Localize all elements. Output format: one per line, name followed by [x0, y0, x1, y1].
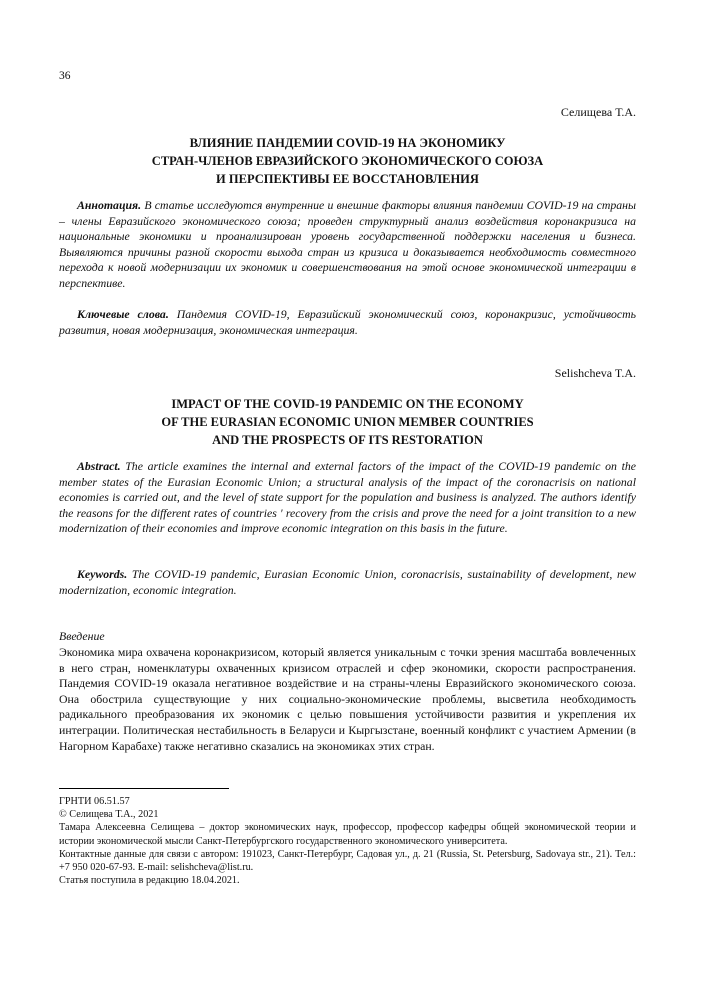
abstract-ru-text: В статье исследуются внутренние и внешние факторы влияния пандемии COVID-19 на страны – члены Евразийского экономического союза; проведен структурный анализ воздействия коронакризиса на национальные экономики и проанализирован уровень государственной поддержки населения и бизнеса. Выявляются причины разной скорости выхода стран из кризиса и доказывается необходимость совместного перехода к новой модернизации их экономик и совершенствования на этой основе экономической интеграции в перспективе. — [59, 198, 636, 290]
footnote-copyright: © Селищева Т.А., 2021 — [59, 809, 159, 821]
keywords-ru — [59, 307, 636, 338]
footnote-grnti: ГРНТИ 06.51.57 — [59, 796, 130, 807]
intro-heading: Введение — [59, 629, 105, 643]
title-en-line-1: IMPACT OF THE COVID-19 PANDEMIC ON THE ECONOMY — [171, 397, 524, 411]
keywords-en-text: The COVID-19 pandemic, Eurasian Economic Union, coronacrisis, sustainability of development, new modernization, economic integration. — [59, 567, 636, 597]
title-ru-line-3: И ПЕРСПЕКТИВЫ ЕЕ ВОССТАНОВЛЕНИЯ — [216, 172, 479, 186]
keywords-ru-text: Пандемия COVID-19, Евразийский экономический союз, коронакризис, устойчивость развития, новая модернизация, экономическая интеграция. — [59, 307, 637, 337]
abstract-en — [59, 459, 636, 537]
abstract-en-text: The article examines the internal and external factors of the impact of the COVID-19 pandemic on the member states of the Eurasian Economic Union; a structural analysis of the impact of the coronacrisis on national economies is carried out, and the level of state support for the population and business is analyzed. The authors identify the reasons for the different rates of countries ' recovery from the crisis and prove the need for a joint transition to a new modernization of their economies and improve economic integration on this basis in the future. — [59, 459, 636, 536]
title-en-line-3: AND THE PROSPECTS OF ITS RESTORATION — [212, 433, 483, 447]
footnote-divider — [59, 788, 229, 789]
abstract-en-label: Abstract. — [77, 459, 121, 473]
keywords-en-label: Keywords. — [77, 567, 128, 581]
footnote-author-bio: Тамара Алексеевна Селищева – доктор экономических наук, профессор, профессор кафедры общей экономической теории и истории экономической мысли Санкт-Петербургского государственного экономического университета. — [59, 822, 636, 847]
abstract-ru — [59, 198, 636, 292]
author-en: Selishcheva T.A. — [554, 366, 636, 380]
footnotes — [59, 795, 636, 887]
keywords-en — [59, 567, 636, 598]
keywords-ru-label: Ключевые слова. — [77, 307, 169, 321]
page-number: 36 — [59, 70, 71, 82]
title-ru — [59, 134, 636, 188]
title-en-line-2: OF THE EURASIAN ECONOMIC UNION MEMBER COUNTRIES — [161, 415, 534, 429]
abstract-ru-label: Аннотация. — [77, 198, 142, 212]
author-ru: Селищева Т.А. — [560, 105, 636, 119]
title-ru-line-2: СТРАН-ЧЛЕНОВ ЕВРАЗИЙСКОГО ЭКОНОМИЧЕСКОГО СОЮЗА — [151, 154, 544, 168]
title-ru-line-1: ВЛИЯНИЕ ПАНДЕМИИ COVID-19 НА ЭКОНОМИКУ — [189, 136, 506, 150]
title-en — [59, 395, 636, 449]
footnote-contacts: Контактные данные для связи с автором: 191023, Санкт-Петербург, Садовая ул., д. 21 (Russia, St. Petersburg, Sadovaya str., 21). Тел.: +7 950 020-67-93. E-mail: selishcheva@list.ru. — [59, 848, 636, 874]
footnote-received: Статья поступила в редакцию 18.04.2021. — [59, 875, 240, 887]
intro-body: Экономика мира охвачена коронакризисом, который является уникальным с точки зрения масштаба вовлеченных в него стран, номенклатуры охваченных кризисом отраслей и сфер экономики, скорости распространения. Пандемия COVID-19 оказала негативное воздействие и на страны-члены Евразийского экономического союза. Она обострила существующие у них социально-экономические проблемы, высветила необходимость радикального преобразования их экономик с целью повышения устойчивости развития и укрепления их интеграции. Политическая нестабильность в Беларуси и Кыргызстане, военный конфликт с участием Армении (в Нагорном Карабахе) также негативно сказались на экономиках этих стран. — [59, 645, 636, 753]
